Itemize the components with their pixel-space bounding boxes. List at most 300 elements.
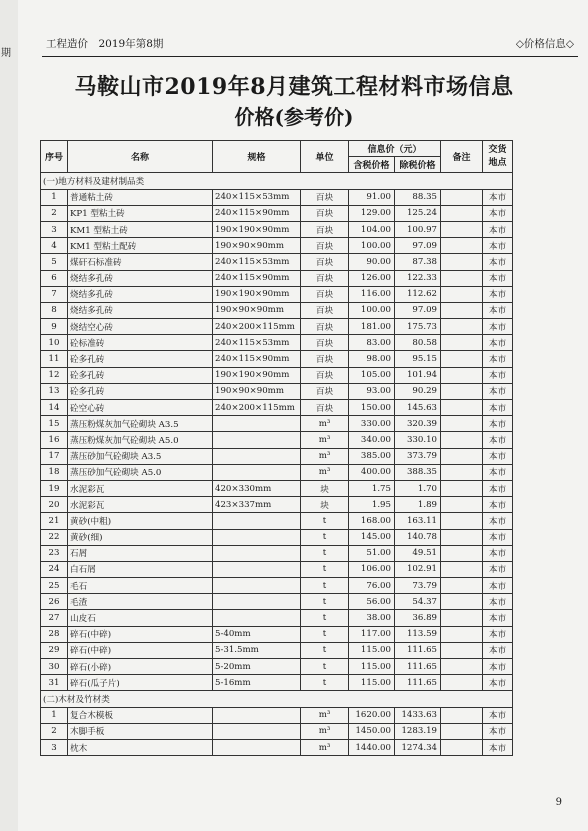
cell-unit: m³ <box>301 707 349 723</box>
cell-spec: 190×90×90mm <box>213 238 301 254</box>
cell-no: 2 <box>41 205 68 221</box>
table-row <box>41 205 513 221</box>
table-row <box>41 319 513 335</box>
cell-spec <box>213 723 301 739</box>
cell-without-tax: 90.29 <box>395 383 441 399</box>
cell-unit: m³ <box>301 723 349 739</box>
cell-with-tax: 56.00 <box>349 594 395 610</box>
cell-unit: t <box>301 578 349 594</box>
cell-no: 1 <box>41 707 68 723</box>
table-row <box>41 286 513 302</box>
cell-remark <box>441 221 483 237</box>
cell-with-tax: 1450.00 <box>349 723 395 739</box>
cell-spec <box>213 513 301 529</box>
cell-unit: 百块 <box>301 286 349 302</box>
cell-no: 24 <box>41 561 68 577</box>
cell-with-tax: 115.00 <box>349 642 395 658</box>
cell-unit: t <box>301 642 349 658</box>
cell-remark <box>441 707 483 723</box>
cell-delivery: 本市 <box>483 416 513 432</box>
cell-name: 碎石(中碎) <box>68 626 213 642</box>
cell-no: 25 <box>41 578 68 594</box>
cell-spec <box>213 594 301 610</box>
cell-delivery: 本市 <box>483 367 513 383</box>
cell-unit: m³ <box>301 464 349 480</box>
cell-without-tax: 145.63 <box>395 400 441 416</box>
table-row <box>41 707 513 723</box>
cell-delivery: 本市 <box>483 351 513 367</box>
cell-no: 8 <box>41 302 68 318</box>
cell-without-tax: 373.79 <box>395 448 441 464</box>
cell-no: 22 <box>41 529 68 545</box>
cell-delivery: 本市 <box>483 513 513 529</box>
cell-with-tax: 93.00 <box>349 383 395 399</box>
cell-without-tax: 111.65 <box>395 659 441 675</box>
table-row <box>41 367 513 383</box>
table-row <box>41 497 513 513</box>
cell-no: 9 <box>41 319 68 335</box>
cell-spec: 190×190×90mm <box>213 367 301 383</box>
cell-remark <box>441 610 483 626</box>
cell-name: 蒸压砂加气砼砌块 A3.5 <box>68 448 213 464</box>
cell-delivery: 本市 <box>483 610 513 626</box>
cell-remark <box>441 659 483 675</box>
cell-name: 烧结多孔砖 <box>68 270 213 286</box>
cell-unit: 百块 <box>301 189 349 205</box>
cell-unit: m³ <box>301 739 349 755</box>
cell-remark <box>441 626 483 642</box>
cell-without-tax: 1.89 <box>395 497 441 513</box>
table-row <box>41 480 513 496</box>
cell-remark <box>441 286 483 302</box>
cell-without-tax: 49.51 <box>395 545 441 561</box>
cell-delivery: 本市 <box>483 545 513 561</box>
col-delivery: 交货地点 <box>483 141 513 173</box>
cell-remark <box>441 448 483 464</box>
cell-spec: 190×190×90mm <box>213 221 301 237</box>
cell-remark <box>441 675 483 691</box>
cell-name: 砼多孔砖 <box>68 351 213 367</box>
cell-with-tax: 38.00 <box>349 610 395 626</box>
cell-name: KP1 型粘土砖 <box>68 205 213 221</box>
cell-no: 31 <box>41 675 68 691</box>
cell-remark <box>441 480 483 496</box>
table-row <box>41 578 513 594</box>
cell-unit: 百块 <box>301 302 349 318</box>
left-edge-text: 期 <box>1 48 11 59</box>
cell-no: 21 <box>41 513 68 529</box>
col-remark: 备注 <box>441 141 483 173</box>
cell-with-tax: 129.00 <box>349 205 395 221</box>
cell-without-tax: 95.15 <box>395 351 441 367</box>
table-row <box>41 221 513 237</box>
table-row <box>41 254 513 270</box>
cell-remark <box>441 545 483 561</box>
cell-spec <box>213 610 301 626</box>
cell-spec <box>213 561 301 577</box>
cell-name: 毛石 <box>68 578 213 594</box>
cell-name: 砼空心砖 <box>68 400 213 416</box>
table-row <box>41 610 513 626</box>
cell-no: 20 <box>41 497 68 513</box>
cell-without-tax: 140.78 <box>395 529 441 545</box>
cell-without-tax: 175.73 <box>395 319 441 335</box>
cell-delivery: 本市 <box>483 723 513 739</box>
cell-spec: 5-40mm <box>213 626 301 642</box>
table-row <box>41 513 513 529</box>
cell-name: 蒸压粉煤灰加气砼砌块 A3.5 <box>68 416 213 432</box>
cell-without-tax: 100.97 <box>395 221 441 237</box>
table-row <box>41 659 513 675</box>
cell-name: 普通粘土砖 <box>68 189 213 205</box>
col-with-tax: 含税价格 <box>349 157 395 173</box>
cell-remark <box>441 270 483 286</box>
cell-name: 黄砂(细) <box>68 529 213 545</box>
cell-name: 砼标准砖 <box>68 335 213 351</box>
cell-spec: 190×90×90mm <box>213 383 301 399</box>
cell-unit: t <box>301 529 349 545</box>
cell-name: 水泥彩瓦 <box>68 497 213 513</box>
cell-remark <box>441 254 483 270</box>
cell-name: 砼多孔砖 <box>68 367 213 383</box>
cell-spec: 240×200×115mm <box>213 400 301 416</box>
cell-no: 14 <box>41 400 68 416</box>
table-row <box>41 642 513 658</box>
table-row <box>41 189 513 205</box>
cell-unit: t <box>301 675 349 691</box>
cell-remark <box>441 416 483 432</box>
cell-name: 复合木模板 <box>68 707 213 723</box>
cell-with-tax: 104.00 <box>349 221 395 237</box>
cell-with-tax: 100.00 <box>349 238 395 254</box>
page-number: 9 <box>555 797 562 808</box>
cell-with-tax: 1.95 <box>349 497 395 513</box>
cell-with-tax: 117.00 <box>349 626 395 642</box>
cell-name: 白石屑 <box>68 561 213 577</box>
cell-remark <box>441 205 483 221</box>
page-title: 马鞍山市2019年8月建筑工程材料市场信息 <box>74 74 514 100</box>
cell-no: 3 <box>41 221 68 237</box>
cell-spec <box>213 529 301 545</box>
cell-with-tax: 340.00 <box>349 432 395 448</box>
cell-delivery: 本市 <box>483 594 513 610</box>
section-title: (二)木材及竹材类 <box>41 691 513 707</box>
col-no: 序号 <box>41 141 68 173</box>
cell-remark <box>441 642 483 658</box>
cell-no: 27 <box>41 610 68 626</box>
cell-delivery: 本市 <box>483 497 513 513</box>
cell-delivery: 本市 <box>483 659 513 675</box>
cell-unit: 百块 <box>301 270 349 286</box>
cell-with-tax: 400.00 <box>349 464 395 480</box>
cell-name: 碎石(中碎) <box>68 642 213 658</box>
cell-name: 黄砂(中粗) <box>68 513 213 529</box>
cell-name: 砼多孔砖 <box>68 383 213 399</box>
cell-delivery: 本市 <box>483 400 513 416</box>
cell-unit: 块 <box>301 480 349 496</box>
cell-name: 烧结多孔砖 <box>68 302 213 318</box>
table-row <box>41 739 513 755</box>
cell-no: 11 <box>41 351 68 367</box>
cell-without-tax: 163.11 <box>395 513 441 529</box>
cell-delivery: 本市 <box>483 189 513 205</box>
cell-delivery: 本市 <box>483 270 513 286</box>
header-right: ◇价格信息◇ <box>515 38 574 50</box>
table-row <box>41 416 513 432</box>
cell-no: 26 <box>41 594 68 610</box>
cell-spec <box>213 464 301 480</box>
cell-remark <box>441 319 483 335</box>
cell-unit: 百块 <box>301 238 349 254</box>
cell-spec: 190×190×90mm <box>213 286 301 302</box>
cell-without-tax: 73.79 <box>395 578 441 594</box>
page-subtitle: 价格(参考价) <box>234 105 354 129</box>
cell-name: 碎石(小碎) <box>68 659 213 675</box>
cell-unit: 百块 <box>301 335 349 351</box>
table-row <box>41 448 513 464</box>
cell-remark <box>441 578 483 594</box>
cell-no: 2 <box>41 723 68 739</box>
cell-name: 木脚手板 <box>68 723 213 739</box>
cell-unit: t <box>301 561 349 577</box>
cell-without-tax: 111.65 <box>395 642 441 658</box>
cell-unit: 百块 <box>301 400 349 416</box>
cell-with-tax: 330.00 <box>349 416 395 432</box>
cell-unit: t <box>301 513 349 529</box>
cell-name: KM1 型粘土砖 <box>68 221 213 237</box>
cell-with-tax: 115.00 <box>349 675 395 691</box>
col-info-price: 信息价（元） <box>349 141 441 157</box>
cell-with-tax: 1.75 <box>349 480 395 496</box>
col-spec: 规格 <box>213 141 301 173</box>
cell-no: 1 <box>41 189 68 205</box>
cell-with-tax: 181.00 <box>349 319 395 335</box>
cell-remark <box>441 723 483 739</box>
cell-unit: m³ <box>301 416 349 432</box>
cell-spec <box>213 448 301 464</box>
cell-remark <box>441 529 483 545</box>
cell-delivery: 本市 <box>483 286 513 302</box>
cell-with-tax: 106.00 <box>349 561 395 577</box>
cell-unit: 百块 <box>301 254 349 270</box>
table-row <box>41 335 513 351</box>
section-row <box>41 173 513 189</box>
table-row <box>41 561 513 577</box>
cell-with-tax: 116.00 <box>349 286 395 302</box>
cell-delivery: 本市 <box>483 205 513 221</box>
cell-without-tax: 80.58 <box>395 335 441 351</box>
cell-spec <box>213 432 301 448</box>
cell-with-tax: 1440.00 <box>349 739 395 755</box>
cell-unit: 百块 <box>301 319 349 335</box>
cell-delivery: 本市 <box>483 642 513 658</box>
cell-remark <box>441 189 483 205</box>
cell-spec <box>213 739 301 755</box>
cell-without-tax: 102.91 <box>395 561 441 577</box>
table-row <box>41 238 513 254</box>
cell-name: 烧结空心砖 <box>68 319 213 335</box>
cell-spec: 240×115×53mm <box>213 254 301 270</box>
cell-unit: 百块 <box>301 221 349 237</box>
cell-without-tax: 88.35 <box>395 189 441 205</box>
cell-delivery: 本市 <box>483 319 513 335</box>
cell-without-tax: 87.38 <box>395 254 441 270</box>
cell-spec: 240×200×115mm <box>213 319 301 335</box>
cell-remark <box>441 383 483 399</box>
cell-no: 17 <box>41 448 68 464</box>
cell-delivery: 本市 <box>483 302 513 318</box>
cell-spec <box>213 545 301 561</box>
header-left: 工程造价 2019年第8期 <box>46 38 164 50</box>
cell-remark <box>441 561 483 577</box>
table-row <box>41 594 513 610</box>
cell-delivery: 本市 <box>483 335 513 351</box>
cell-no: 29 <box>41 642 68 658</box>
cell-delivery: 本市 <box>483 464 513 480</box>
cell-delivery: 本市 <box>483 432 513 448</box>
cell-remark <box>441 739 483 755</box>
cell-with-tax: 100.00 <box>349 302 395 318</box>
cell-name: 煤矸石标准砖 <box>68 254 213 270</box>
cell-no: 30 <box>41 659 68 675</box>
cell-spec: 5-31.5mm <box>213 642 301 658</box>
table-row <box>41 675 513 691</box>
table-row <box>41 545 513 561</box>
cell-with-tax: 145.00 <box>349 529 395 545</box>
cell-no: 5 <box>41 254 68 270</box>
cell-no: 15 <box>41 416 68 432</box>
cell-without-tax: 101.94 <box>395 367 441 383</box>
cell-with-tax: 105.00 <box>349 367 395 383</box>
cell-name: 水泥彩瓦 <box>68 480 213 496</box>
cell-delivery: 本市 <box>483 480 513 496</box>
cell-with-tax: 90.00 <box>349 254 395 270</box>
cell-remark <box>441 351 483 367</box>
cell-no: 10 <box>41 335 68 351</box>
cell-remark <box>441 302 483 318</box>
cell-unit: t <box>301 594 349 610</box>
col-unit: 单位 <box>301 141 349 173</box>
cell-without-tax: 36.89 <box>395 610 441 626</box>
cell-name: 蒸压粉煤灰加气砼砌块 A5.0 <box>68 432 213 448</box>
cell-with-tax: 168.00 <box>349 513 395 529</box>
cell-name: 碎石(瓜子片) <box>68 675 213 691</box>
cell-name: 石屑 <box>68 545 213 561</box>
cell-spec: 190×90×90mm <box>213 302 301 318</box>
cell-without-tax: 112.62 <box>395 286 441 302</box>
cell-with-tax: 1620.00 <box>349 707 395 723</box>
table-row <box>41 464 513 480</box>
cell-remark <box>441 367 483 383</box>
cell-no: 6 <box>41 270 68 286</box>
header-rule <box>42 56 578 57</box>
cell-spec <box>213 578 301 594</box>
table-row <box>41 626 513 642</box>
cell-spec <box>213 416 301 432</box>
cell-remark <box>441 432 483 448</box>
table-row <box>41 529 513 545</box>
running-header <box>46 36 574 54</box>
cell-delivery: 本市 <box>483 221 513 237</box>
cell-no: 23 <box>41 545 68 561</box>
cell-with-tax: 51.00 <box>349 545 395 561</box>
cell-no: 19 <box>41 480 68 496</box>
cell-spec: 240×115×53mm <box>213 335 301 351</box>
cell-delivery: 本市 <box>483 578 513 594</box>
cell-without-tax: 122.33 <box>395 270 441 286</box>
cell-without-tax: 113.59 <box>395 626 441 642</box>
cell-without-tax: 54.37 <box>395 594 441 610</box>
cell-with-tax: 98.00 <box>349 351 395 367</box>
cell-unit: 百块 <box>301 351 349 367</box>
cell-delivery: 本市 <box>483 529 513 545</box>
cell-spec: 423×337mm <box>213 497 301 513</box>
cell-unit: t <box>301 626 349 642</box>
cell-no: 18 <box>41 464 68 480</box>
cell-name: 蒸压砂加气砼砌块 A5.0 <box>68 464 213 480</box>
cell-remark <box>441 335 483 351</box>
cell-unit: t <box>301 610 349 626</box>
cell-spec: 240×115×90mm <box>213 270 301 286</box>
table-row <box>41 400 513 416</box>
section-title: (一)地方材料及建材制品类 <box>41 173 513 189</box>
cell-with-tax: 385.00 <box>349 448 395 464</box>
col-name: 名称 <box>68 141 213 173</box>
cell-remark <box>441 400 483 416</box>
cell-delivery: 本市 <box>483 675 513 691</box>
cell-no: 13 <box>41 383 68 399</box>
cell-name: 枕木 <box>68 739 213 755</box>
cell-without-tax: 320.39 <box>395 416 441 432</box>
cell-delivery: 本市 <box>483 254 513 270</box>
cell-remark <box>441 238 483 254</box>
table-row <box>41 383 513 399</box>
cell-spec: 240×115×90mm <box>213 205 301 221</box>
table-row <box>41 723 513 739</box>
table-row <box>41 302 513 318</box>
col-without-tax: 除税价格 <box>395 157 441 173</box>
cell-spec <box>213 707 301 723</box>
cell-delivery: 本市 <box>483 707 513 723</box>
price-table <box>40 140 513 756</box>
cell-delivery: 本市 <box>483 739 513 755</box>
table-row <box>41 351 513 367</box>
cell-unit: t <box>301 659 349 675</box>
cell-remark <box>441 594 483 610</box>
cell-without-tax: 330.10 <box>395 432 441 448</box>
cell-spec: 420×330mm <box>213 480 301 496</box>
cell-without-tax: 1.70 <box>395 480 441 496</box>
cell-with-tax: 83.00 <box>349 335 395 351</box>
cell-with-tax: 76.00 <box>349 578 395 594</box>
cell-without-tax: 1283.19 <box>395 723 441 739</box>
cell-without-tax: 111.65 <box>395 675 441 691</box>
cell-with-tax: 91.00 <box>349 189 395 205</box>
cell-remark <box>441 513 483 529</box>
cell-no: 28 <box>41 626 68 642</box>
cell-name: 烧结多孔砖 <box>68 286 213 302</box>
cell-unit: 块 <box>301 497 349 513</box>
cell-with-tax: 115.00 <box>349 659 395 675</box>
cell-name: 毛渣 <box>68 594 213 610</box>
cell-delivery: 本市 <box>483 448 513 464</box>
cell-without-tax: 1274.34 <box>395 739 441 755</box>
table-row <box>41 432 513 448</box>
cell-name: KM1 型粘土配砖 <box>68 238 213 254</box>
cell-no: 7 <box>41 286 68 302</box>
cell-spec: 240×115×90mm <box>213 351 301 367</box>
cell-unit: 百块 <box>301 205 349 221</box>
